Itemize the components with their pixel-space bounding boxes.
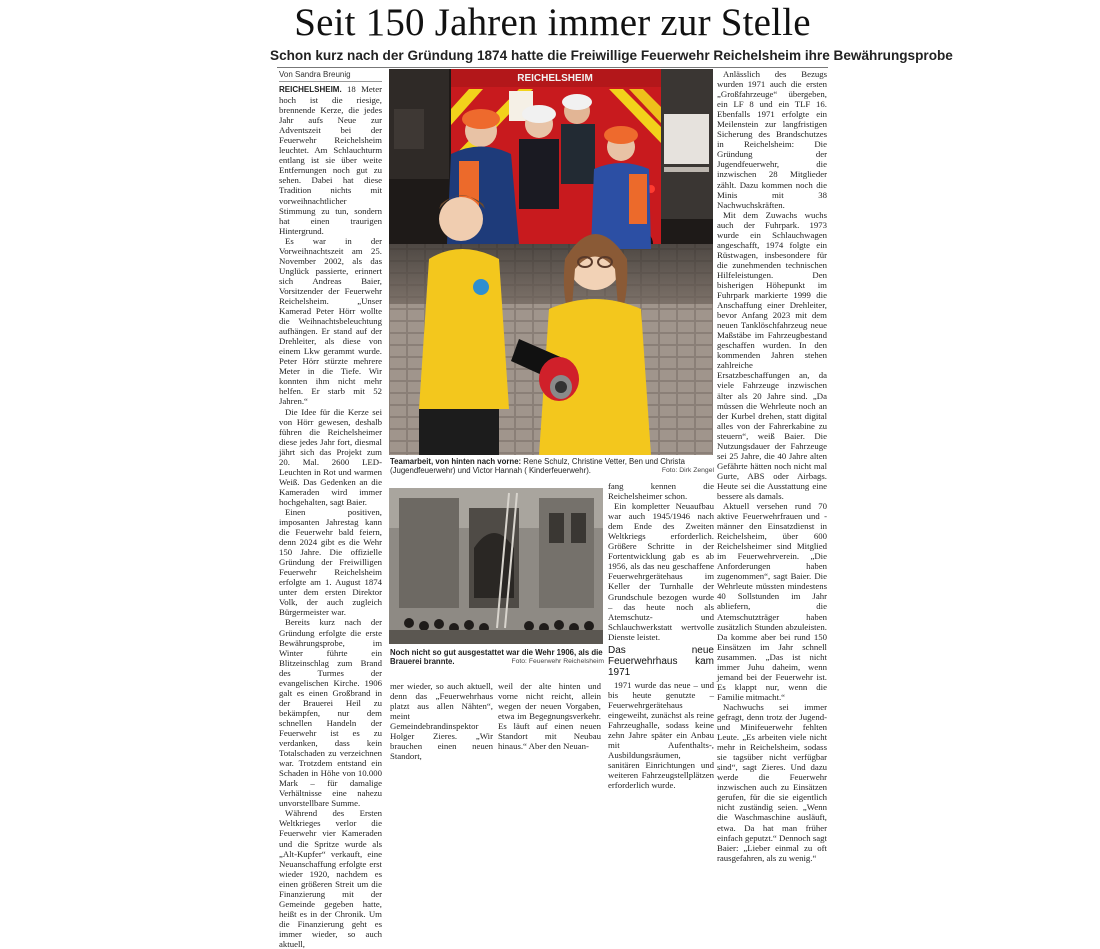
caption-text: Rene Schulz, Christine Vetter, Ben und Christa (Jugendfeuerwehr) und Victor Hannah ( Kinderfeuerwehr). (390, 457, 685, 476)
paragraph-text: 18 Meter hoch ist die riesige, brennende Kerze, die jedes Jahr aufs Neue zur Adventszeit bei der Feuerwehr Reichelsheim leuchtet. Am Schlauchturm entlang ist sie über weite Entfernungen noch gut zu sehen. Dabei hat diese Tradition nichts mit vorweihnachtlicher Stimmung zu tun, sondern hat einen traurigen Hintergrund. (279, 84, 382, 236)
paragraph: Anlässlich des Bezugs wurden 1971 auch die ersten „Großfahrzeuge“ übergeben, ein LF 8 und ein TLF 16. Ebenfalls 1971 erfolgte ein Meilenstein zur langfristigen Sicherung des Brandschutzes in Reichelsheim: Die Gründung der Jugendfeuerwehr, die inzwischen 28 Mitglieder zählt. Dazu kommen noch die Minis mit 38 Nachwuchskräften. (717, 69, 827, 210)
photo-credit: Foto: Feuerwehr Reichelsheim (511, 658, 604, 666)
paragraph: mer wieder, so auch aktuell, denn das „Feuerwehrhaus platzt aus allen Nähten“, meint Gemeindebrandinspektor Holger Zieres. „Wir brauchen einen neuen Standort, (390, 681, 493, 762)
paragraph: Die Idee für die Kerze sei von Hörr gewesen, deshalb führen die Reichelsheimer diese jedes Jahr fort, diesmal jährt sich das Projekt zum 20. Mal. 2600 LED-Leuchten in Rot und warmen Weiß. Das Gedenken an die Kameraden wird immer hochgehalten, sagt Baier. (279, 406, 382, 507)
byline: Von Sandra Breunig (279, 70, 351, 79)
section-heading: Das neue Feuerwehrhaus kam 1971 (608, 644, 714, 678)
paragraph: Es war in der Vorweihnachtszeit am 25. November 2002, als das Unglück passierte, erinnert sich Andreas Baier, Vorsitzender der Feuerwehr Reichelsheim. „Unser Kamerad Peter Hörr wollte die Weihnachtsbeleuchtung aufhängen. Er stand auf der Drehleiter, als diese von einem Lkw gerammt wurde. Peter Hörr stürzte mehrere Meter in die Tiefe. Wir konnten ihm nicht mehr helfen. Er starb mit 52 Jahren.“ (279, 235, 382, 407)
article-column-bottom-2 (498, 681, 601, 752)
main-photo (389, 69, 713, 455)
paragraph: 1971 wurde das neue – und bis heute genutzte – Feuerwehrgerätehaus eingeweiht, zunächst als reine Fahrzeughalle, sodass keine zehn Jahre später ein Anbau mit Aufenthalts-, Ausbildungsräumen, sanitären Einrichtungen und weiteren Fahrzeugstellplätzen erforderlich wurde. (608, 679, 714, 791)
paragraph: Einen positiven, imposanten Jahrestag kann die Feuerwehr bald feiern, denn 2024 gibt es die Wehr 150 Jahre. Die offizielle Gründung der Freiwilligen Feuerwehr Reichelsheim erfolgte am 1. August 1874 unter dem ersten Direktor Volk, der auch zugleich Bürgermeister war. (279, 506, 382, 618)
byline-rule (279, 81, 382, 82)
paragraph (279, 84, 382, 236)
photo-credit: Foto: Dirk Zengel (661, 467, 714, 475)
article-column-bottom-1 (390, 681, 493, 762)
historic-photo-illustration (389, 488, 603, 644)
paragraph: Bereits kurz nach der Gründung erfolgte die erste Bewährungsprobe, im Winter führte ein Blitzeinschlag zum Brand des Turmes der evangelischen Kirche. 1906 galt es einen Großbrand in der Brauerei Heil zu bekämpfen, nur dem schnellen Handeln der Feuerwehr ist es zu verdanken, dass kein Totalschaden zu verzeichnen war. Trotzdem entstand ein Schaden in Höhe von 10.000 Mark – für damalige Verhältnisse eine nahezu unvorstellbare Summe. (279, 617, 382, 809)
paragraph: Während des Ersten Weltkrieges verlor die Feuerwehr vier Kameraden und die Spritze wurde als „Alt-Kupfer“ verkauft, eine Neuanschaffung erfolgte erst wieder 1920, nachdem es einen größeren Streit um die Finanzierung mit der Gemeinde gegeben hatte, heißt es in der Chronik. Um die Finanzierung geht es immer wieder, so auch aktuell, (279, 808, 382, 949)
truck-lettering: REICHELSHEIM (517, 73, 593, 84)
paragraph: Aktuell versehen rund 70 aktive Feuerwehrfrauen und -männer den Einsatzdienst in Reichelsheim, über 600 Reichelsheimer sind Mitglied im Feuerwehrverein. „Die Anforderungen haben zugenommen“, sagt Baier. Die Wehrleute müssten mindestens 40 Sollstunden im Jahr abliefern, die Atemschutzträger haben zusätzlich Stunden abzuleisten. Da komme aber bei rund 150 Einsätzen im Jahr schnell zusammen. „Das ist nicht immer Juhu daheim, wenn jemand bei der Feuerwehr ist. Es klappt nur, wenn die Familie mitmacht.“ (717, 501, 827, 702)
article-column-3 (717, 69, 827, 863)
historic-photo-caption (390, 648, 604, 672)
dateline: REICHELSHEIM. (279, 85, 342, 94)
paragraph: Nachwuchs sei immer gefragt, denn trotz der Jugend- und Minifeuerwehr fehlten Leute. „Es arbeiten viele nicht mehr in Reichelsheim, sodass sie tagsüber nicht verfügbar sind“, sagt Zieres. Und dazu werde die Feuerwehr inzwischen auch zu Einsätzen gerufen, für die sie eigentlich nicht zuständig seien. „Wenn die Waschmaschine ausläuft, etwa. Da hat man früher einfach geputzt.“ Dennoch sagt Baier: „Lieber einmal zu oft rausgefahren, als zu wenig.“ (717, 701, 827, 863)
header-rule (277, 67, 828, 68)
main-photo-illustration (389, 69, 713, 455)
headline: Seit 150 Jahren immer zur Stelle (294, 1, 811, 44)
paragraph: Ein kompletter Neuaufbau war auch 1945/1946 nach dem Ende des Zweiten Weltkriegs erforderlich. Größere Schritte in der Fortentwicklung gab es ab 1956, als das neu geschaffene Feuerwehrgerätehaus im Keller der Turnhalle der Grundschule bezogen wurde – das heute noch als Atemschutz- und Schlauchwerkstatt wertvolle Dienste leistet. (608, 501, 714, 642)
caption-bold: Noch nicht so gut ausgestattet war die Wehr 1906, als die Brauerei brannte. (390, 648, 603, 667)
paragraph: fang kennen die Reichelsheimer schon. (608, 481, 714, 502)
paragraph: weil der alte hinten und vorne nicht reicht, allein wegen der neuen Vorgaben, etwa im Begegnungsverkehr. Es läuft auf einen neuen Standort mit Neubau hinaus.“ Aber den Neuan- (498, 681, 601, 752)
article-column-1 (279, 84, 382, 949)
historic-photo (389, 488, 603, 644)
caption-bold: Teamarbeit, von hinten nach vorne: (390, 457, 522, 466)
paragraph: Mit dem Zuwachs wuchs auch der Fuhrpark. 1973 wurde ein Schlauchwagen angeschafft, 1974 folgte ein Rüstwagen, insbesondere für die zunehmenden technischen Hilfeleistungen. Den bisherigen Höhepunkt im Fuhrpark markierte 1999 die Anschaffung einer Drehleiter, bevor Anfang 2023 mit dem neuen Tanklöschfahrzeug neue Maßstäbe im Fahrzeugbestand geschaffen wurden. In den kommenden Jahren stehen zahlreiche Ersatzbeschaffungen an, da viele Fahrzeuge inzwischen älter als 20 Jahre sind. „Da müssen die Wehrleute noch an der Kurbel drehen, statt digital alles von der Fahrerkabine zu steuern“, weiß Baier. Die Nutzungsdauer der Fahrzeuge sei 25 Jahre, die 40 Jahre alten Gefährte hätten noch nicht mal Gurte, ABS oder Airbags. Heute sei die Ausstattung eine bessere als damals. (717, 209, 827, 501)
subheadline: Schon kurz nach der Gründung 1874 hatte die Freiwillige Feuerwehr Reichelsheim ihre Bewährungsprobe (270, 48, 953, 63)
article-column-bottom-3 (608, 481, 714, 791)
